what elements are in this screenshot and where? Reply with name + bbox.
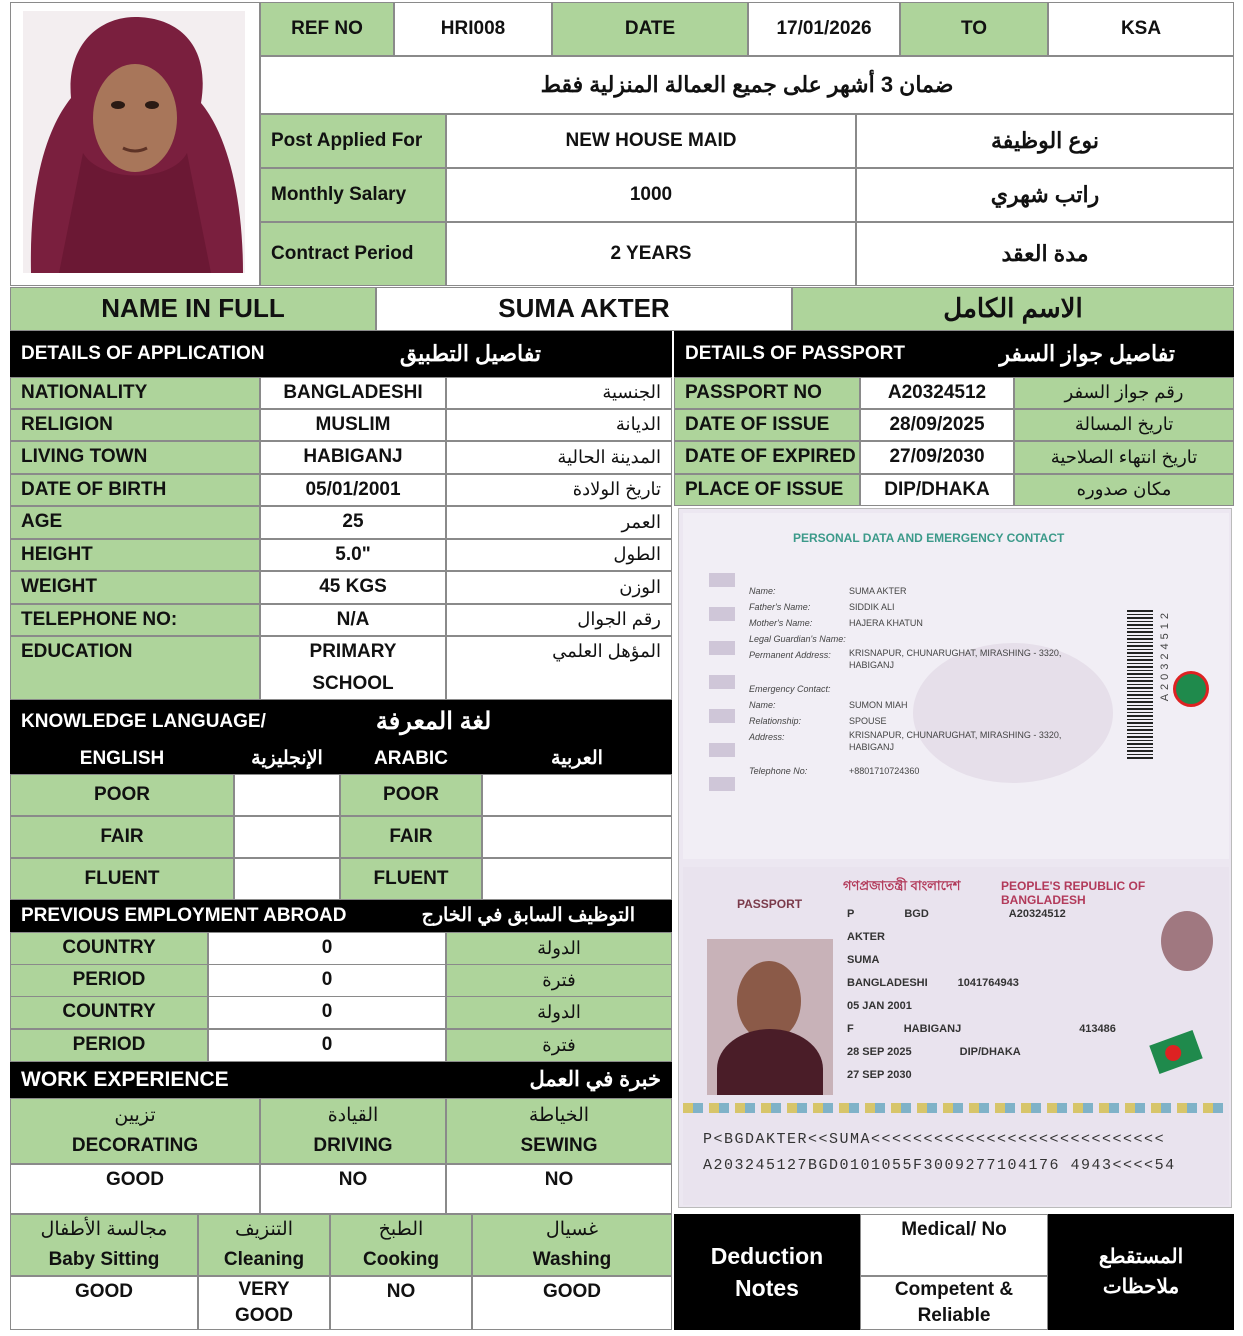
ref-no-label: REF NO xyxy=(260,2,394,56)
passport-word: PASSPORT xyxy=(737,897,803,911)
employment-row-label: PERIOD xyxy=(10,1029,208,1062)
skill-name: SEWING xyxy=(520,1135,598,1156)
app-row-label: RELIGION xyxy=(10,409,260,441)
skill-value-line-2: GOOD xyxy=(234,1305,294,1326)
post-label: Post Applied For xyxy=(260,114,446,168)
deduction-notes-label xyxy=(674,1214,860,1330)
skill-name: Cooking xyxy=(363,1249,439,1270)
pp-surname: AKTER xyxy=(847,931,885,943)
ghost-photo xyxy=(1161,911,1213,971)
skill-name: Baby Sitting xyxy=(48,1249,160,1270)
personal-data-heading: PERSONAL DATA AND EMERGENCY CONTACT xyxy=(793,531,1065,545)
language-header xyxy=(10,700,672,744)
passport-row-value: DIP/DHAKA xyxy=(860,474,1014,506)
experience-title: WORK EXPERIENCE xyxy=(21,1068,229,1092)
deduction-line-2: Notes xyxy=(735,1275,799,1301)
pp-ec-address-label: Address: xyxy=(749,732,785,742)
education-line-1: PRIMARY xyxy=(309,641,397,662)
skill-name: Cleaning xyxy=(223,1249,305,1270)
pp-country: BGD xyxy=(904,908,929,920)
application-title: DETAILS OF APPLICATION xyxy=(21,342,265,364)
app-row-label-ar: تاريخ الولادة xyxy=(446,474,672,506)
name-label: NAME IN FULL xyxy=(10,287,376,331)
pp-emergency-label: Emergency Contact: xyxy=(749,684,831,694)
skill-name-ar: التنزيف xyxy=(235,1219,293,1240)
employment-row-label: PERIOD xyxy=(10,964,208,997)
experience-title-ar: خبرة في العمل xyxy=(529,1068,661,1092)
app-row-label: TELEPHONE NO: xyxy=(10,604,260,636)
app-row-value: 45 KGS xyxy=(260,571,446,604)
skill-header xyxy=(446,1098,672,1164)
applicant-photo xyxy=(10,2,260,286)
pp-personal-no: 1041764943 xyxy=(957,977,1019,989)
skill-name: DRIVING xyxy=(313,1135,393,1156)
pp-nationality: BANGLADESHI xyxy=(847,977,928,989)
pp-father-value: SIDDIK ALI xyxy=(849,602,895,612)
competent-note xyxy=(860,1276,1048,1330)
salary-label-ar: راتب شهري xyxy=(856,168,1234,222)
education-line-2: SCHOOL xyxy=(312,673,394,694)
employment-row-value: 0 xyxy=(208,996,446,1029)
pp-ec-name-label: Name: xyxy=(749,700,776,710)
passport-row-label-ar: تاريخ المسالة xyxy=(1014,409,1234,441)
skill-name-ar: الخياطة xyxy=(528,1105,590,1126)
mrz-line-1: P<BGDAKTER<<SUMA<<<<<<<<<<<<<<<<<<<<<<<<<<<< xyxy=(703,1131,1166,1148)
skill-name-ar: القيادة xyxy=(327,1105,379,1126)
app-row-label-ar: المدينة الحالية xyxy=(446,441,672,474)
skill-value-line-1: VERY xyxy=(238,1279,290,1300)
skill-value: NO xyxy=(260,1164,446,1214)
pp-doi: 28 SEP 2025 xyxy=(847,1046,912,1058)
pp-ec-address-value: KRISNAPUR, CHUNARUGHAT, MIRASHING - 3320, HABIGANJ xyxy=(849,730,1062,752)
experience-header xyxy=(10,1062,672,1098)
flag-icon xyxy=(1149,1030,1202,1074)
skill-value: GOOD xyxy=(472,1276,672,1330)
pp-phone-label: Telephone No: xyxy=(749,766,808,776)
passport-header xyxy=(674,331,1234,377)
passport-title: DETAILS OF PASSPORT xyxy=(685,342,905,364)
skill-value: NO xyxy=(330,1276,472,1330)
employment-row-value: 0 xyxy=(208,964,446,997)
passport-row-label: PLACE OF ISSUE xyxy=(674,474,860,506)
mrz-line-2: A203245127BGD0101055F3009277104176 4943<<<<54 xyxy=(703,1157,1176,1174)
guarantee-note: ضمان 3 أشهر على جميع العمالة المنزلية فقط xyxy=(260,56,1234,114)
app-row-value: 5.0" xyxy=(260,539,446,571)
competent-line-1: Competent & xyxy=(894,1279,1014,1300)
arabic-level-mark xyxy=(482,774,672,816)
employment-title: PREVIOUS EMPLOYMENT ABROAD xyxy=(21,904,347,926)
employment-row-value: 0 xyxy=(208,1029,446,1062)
pp-pob: HABIGANJ xyxy=(903,1023,962,1035)
pp-father-label: Father's Name: xyxy=(749,602,811,612)
contract-value: 2 YEARS xyxy=(446,222,856,286)
name-label-ar: الاسم الكامل xyxy=(792,287,1234,331)
arabic-level: FAIR xyxy=(340,816,482,858)
contract-label: Contract Period xyxy=(260,222,446,286)
language-title-ar: لغة المعرفة xyxy=(375,707,492,735)
app-row-label-ar: الطول xyxy=(446,539,672,571)
salary-label: Monthly Salary xyxy=(260,168,446,222)
app-row-label: LIVING TOWN xyxy=(10,441,260,474)
deduction-line-1: Deduction xyxy=(710,1243,824,1269)
pp-authority: 413486 xyxy=(1079,1023,1116,1035)
app-row-value: HABIGANJ xyxy=(260,441,446,474)
app-row-label-ar: الوزن xyxy=(446,571,672,604)
pp-mother-label: Mother's Name: xyxy=(749,618,813,628)
to-label: TO xyxy=(900,2,1048,56)
app-row-label: AGE xyxy=(10,506,260,539)
republic-bn: গণপ্রজাতন্ত্রী বাংলাদেশ xyxy=(843,878,961,893)
app-row-value: N/A xyxy=(260,604,446,636)
hologram-marks xyxy=(709,553,735,803)
employment-row-value: 0 xyxy=(208,932,446,965)
pp-name-value: SUMA AKTER xyxy=(849,586,907,596)
pp-guardian-label: Legal Guardian's Name: xyxy=(749,634,846,644)
skill-name: DECORATING xyxy=(71,1135,199,1156)
full-name: SUMA AKTER xyxy=(376,287,792,331)
application-title-ar: تفاصيل التطبيق xyxy=(399,340,541,366)
pp-relation-value: SPOUSE xyxy=(849,716,887,726)
passport-row-label: DATE OF ISSUE xyxy=(674,409,860,441)
republic-title: PEOPLE'S REPUBLIC OF BANGLADESH xyxy=(1001,879,1146,907)
skill-name-ar: تزيين xyxy=(114,1105,156,1126)
personal-data-block xyxy=(749,583,1129,779)
passport-data-page xyxy=(683,867,1229,1205)
english-level: FLUENT xyxy=(10,858,234,900)
holder-photo xyxy=(707,939,833,1095)
application-header xyxy=(10,331,672,377)
app-row-label: DATE OF BIRTH xyxy=(10,474,260,506)
barcode-number: A20324512 xyxy=(1159,609,1171,702)
skill-header xyxy=(198,1214,330,1276)
pp-phone-value: +8801710724360 xyxy=(849,766,920,776)
app-row-value: BANGLADESHI xyxy=(260,377,446,409)
passport-row-label-ar: تاريخ انتهاء الصلاحية xyxy=(1014,441,1234,474)
app-row-label: NATIONALITY xyxy=(10,377,260,409)
english-level-mark xyxy=(234,774,340,816)
deduction-ar-1: المستقطع xyxy=(1098,1246,1184,1268)
bangladesh-emblem-icon xyxy=(1173,671,1209,707)
passport-row-label: DATE OF EXPIRED xyxy=(674,441,860,474)
arabic-level: POOR xyxy=(340,774,482,816)
education-label: EDUCATION xyxy=(10,636,260,700)
app-row-label-ar: الديانة xyxy=(446,409,672,441)
english-level-mark xyxy=(234,858,340,900)
passport-row-value: A20324512 xyxy=(860,377,1014,409)
ref-no-value: HRI008 xyxy=(394,2,552,56)
skill-header xyxy=(260,1098,446,1164)
employment-row-label: COUNTRY xyxy=(10,932,208,965)
english-header: ENGLISH xyxy=(10,744,234,774)
pp-ec-name-value: SUMON MIAH xyxy=(849,700,908,710)
employment-row-label-ar: الدولة xyxy=(446,932,672,965)
passport-scan xyxy=(678,508,1232,1208)
app-row-value: 25 xyxy=(260,506,446,539)
arabic-header-ar: العربية xyxy=(482,744,672,774)
app-row-value: 05/01/2001 xyxy=(260,474,446,506)
pp-address-value: KRISNAPUR, CHUNARUGHAT, MIRASHING - 3320, HABIGANJ xyxy=(849,648,1062,670)
skill-value xyxy=(198,1276,330,1330)
passport-title-ar: تفاصيل جواز السفر xyxy=(999,340,1175,366)
passport-row-label: PASSPORT NO xyxy=(674,377,860,409)
employment-row-label-ar: فترة xyxy=(446,1029,672,1062)
pp-given: SUMA xyxy=(847,954,880,966)
deduction-ar-2: ملاحظات xyxy=(1102,1276,1180,1298)
app-row-label: HEIGHT xyxy=(10,539,260,571)
security-strip xyxy=(683,1103,1229,1113)
app-row-label-ar: الجنسية xyxy=(446,377,672,409)
education-value xyxy=(260,636,446,700)
app-row-label-ar: العمر xyxy=(446,506,672,539)
employment-row-label-ar: فترة xyxy=(446,964,672,997)
skill-name: Washing xyxy=(532,1249,612,1270)
skill-name-ar: غسيال xyxy=(545,1219,599,1240)
skill-header xyxy=(10,1098,260,1164)
skill-header xyxy=(10,1214,198,1276)
deduction-label-ar xyxy=(1048,1214,1234,1330)
app-row-value: MUSLIM xyxy=(260,409,446,441)
employment-header xyxy=(10,900,672,932)
skill-value: GOOD xyxy=(10,1164,260,1214)
pp-mother-value: HAJERA KHATUN xyxy=(849,618,923,628)
date-label: DATE xyxy=(552,2,748,56)
employment-row-label: COUNTRY xyxy=(10,996,208,1029)
app-row-label-ar: رقم الجوال xyxy=(446,604,672,636)
post-label-ar: نوع الوظيفة xyxy=(856,114,1234,168)
salary-value: 1000 xyxy=(446,168,856,222)
language-title: KNOWLEDGE LANGUAGE/ xyxy=(21,710,266,732)
employment-row-label-ar: الدولة xyxy=(446,996,672,1029)
date-value: 17/01/2026 xyxy=(748,2,900,56)
arabic-level-mark xyxy=(482,816,672,858)
employment-title-ar: التوظيف السابق في الخارج xyxy=(421,904,635,926)
education-label-ar: المؤهل العلمي xyxy=(446,636,672,700)
english-header-ar: الإنجليزية xyxy=(234,744,340,774)
contract-label-ar: مدة العقد xyxy=(856,222,1234,286)
pp-number: A20324512 xyxy=(1008,908,1066,920)
english-level: FAIR xyxy=(10,816,234,858)
pp-type: P xyxy=(847,908,855,920)
arabic-level-mark xyxy=(482,858,672,900)
pp-address-label: Permanent Address: xyxy=(749,650,831,660)
pp-dob: 05 JAN 2001 xyxy=(847,1000,912,1012)
arabic-header: ARABIC xyxy=(340,744,482,774)
pp-doe: 27 SEP 2030 xyxy=(847,1069,912,1081)
english-level-mark xyxy=(234,816,340,858)
skill-value: GOOD xyxy=(10,1276,198,1330)
passport-fields xyxy=(847,907,1116,1083)
barcode xyxy=(1127,609,1153,759)
to-value: KSA xyxy=(1048,2,1234,56)
english-level: POOR xyxy=(10,774,234,816)
skill-value: NO xyxy=(446,1164,672,1214)
skill-header xyxy=(472,1214,672,1276)
app-row-label: WEIGHT xyxy=(10,571,260,604)
passport-row-label-ar: رقم جواز السفر xyxy=(1014,377,1234,409)
arabic-level: FLUENT xyxy=(340,858,482,900)
pp-relation-label: Relationship: xyxy=(749,716,802,726)
skill-name-ar: الطبخ xyxy=(378,1219,424,1240)
passport-personal-page xyxy=(683,513,1229,859)
passport-row-value: 27/09/2030 xyxy=(860,441,1014,474)
pp-name-label: Name: xyxy=(749,586,776,596)
passport-row-value: 28/09/2025 xyxy=(860,409,1014,441)
pp-issuer: DIP/DHAKA xyxy=(959,1046,1021,1058)
skill-name-ar: مجالسة الأطفال xyxy=(40,1219,168,1240)
post-value: NEW HOUSE MAID xyxy=(446,114,856,168)
passport-row-label-ar: مكان صدوره xyxy=(1014,474,1234,506)
competent-line-2: Reliable xyxy=(917,1305,991,1326)
pp-sex: F xyxy=(847,1023,854,1035)
medical-note: Medical/ No xyxy=(860,1214,1048,1276)
skill-header xyxy=(330,1214,472,1276)
